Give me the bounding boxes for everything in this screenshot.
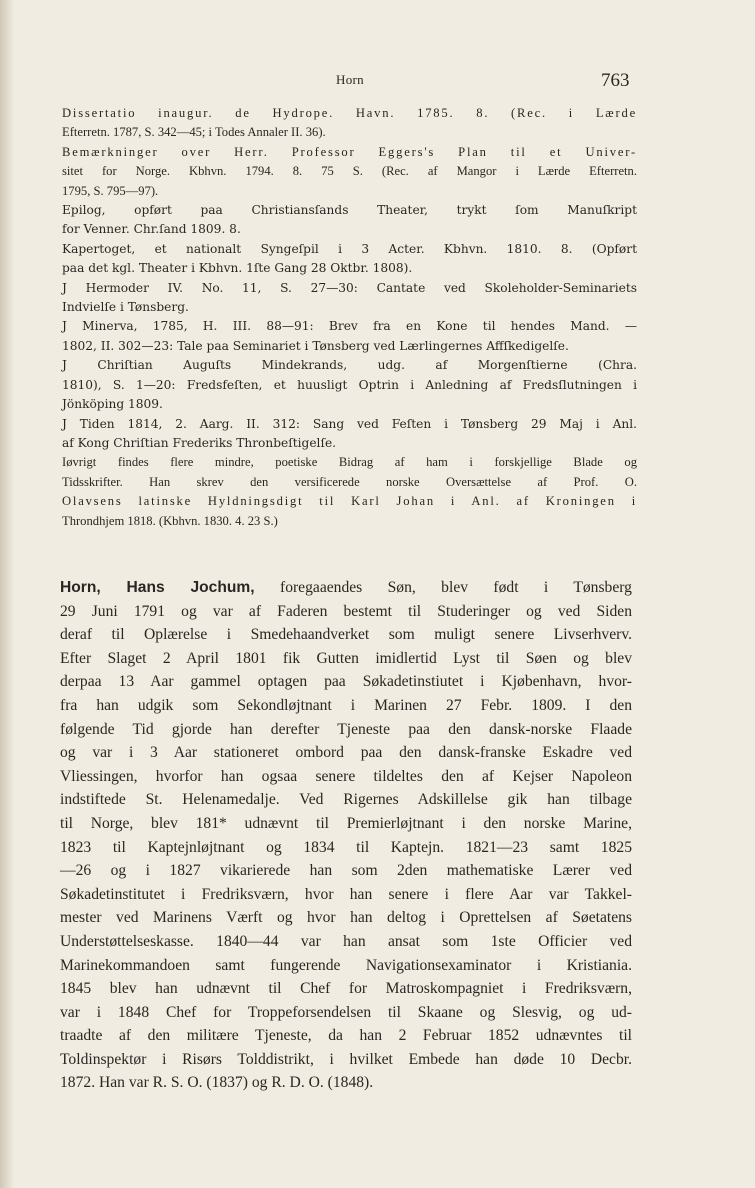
ref-line: J Minerva, 1785, H. III. 88—91: Brev fra en Kone til hendes Mand. — bbox=[62, 319, 637, 334]
entry-line: Søkadetinstitutet i Fredriksværn, hvor han senere i flere Aar var Takkel- bbox=[60, 885, 632, 903]
entry-line: 29 Juni 1791 og var af Faderen bestemt til Studeringer og ved Siden bbox=[60, 602, 632, 620]
ref-line: Kapertoget, et nationalt Syngeſpil i 3 Acter. Kbhvn. 1810. 8. (Opført bbox=[62, 241, 637, 256]
entry-line: Vliessingen, hvorfor han ogsaa senere tildeltes den af Kejser Napoleon bbox=[60, 767, 632, 785]
page-gutter-shadow bbox=[0, 0, 14, 1188]
ref-line: Jönköping 1809. bbox=[62, 397, 163, 412]
entry-line: fra han udgik som Sekondløjtnant i Marinen 27 Febr. 1809. I den bbox=[60, 696, 632, 714]
ref-line: J Chriſtian Auguſts Mindekrands, udg. af Morgenſtierne (Chra. bbox=[62, 358, 637, 373]
entry-line: 1845 blev han udnævnt til Chef for Matroskompagniet i Fredriksværn, bbox=[60, 980, 632, 998]
ref-line: 1810), S. 1—20: Fredsfeſten, et huusligt Optrin i Anledning af Fredsſlutningen i bbox=[62, 377, 637, 392]
entry-line: indstiftede St. Helenamedalje. Ved Rigernes Adskillelse gik han tilbage bbox=[60, 791, 632, 809]
entry-line: mester ved Marinens Værft og hvor han deltog i Oprettelsen af Søetatens bbox=[60, 909, 632, 927]
ref-line: Iøvrigt findes flere mindre, poetiske Bidrag af ham i forskjellige Blade og bbox=[62, 455, 637, 470]
entry-line: 1872. Han var R. S. O. (1837) og R. D. O. (1848). bbox=[60, 1074, 374, 1092]
entry-name: Horn, Hans Jochum, bbox=[60, 579, 255, 596]
entry-line: derpaa 13 Aar gammel optagen paa Søkadetinstiutet i Kjøbenhavn, hvor- bbox=[60, 673, 632, 691]
entry-line: Marinekommandoen samt fungerende Navigationsexaminator i Kristiania. bbox=[60, 956, 632, 974]
biography-entry bbox=[60, 576, 632, 1095]
ref-line: J Hermoder IV. No. 11, S. 27—30: Cantate ved Skoleholder-Seminariets bbox=[62, 280, 637, 295]
running-head bbox=[0, 72, 755, 92]
entry-line: foregaaendes Søn, blev født i Tønsberg bbox=[280, 579, 632, 596]
ref-line: for Venner. Chr.ſand 1809. 8. bbox=[62, 222, 241, 237]
entry-line: —26 og i 1827 vikarierede han som 2den mathematiske Lærer ved bbox=[60, 862, 632, 880]
ref-line: Dissertatio inaugur. de Hydrope. Havn. 1785. 8. (Rec. i Lærde bbox=[62, 106, 637, 120]
ref-line: J Tiden 1814, 2. Aarg. II. 312: Sang ved Feſten i Tønsberg 29 Maj i Anl. bbox=[62, 416, 637, 431]
ref-line: paa det kgl. Theater i Kbhvn. 1ſte Gang 28 Oktbr. 1808). bbox=[62, 261, 413, 276]
ref-line: Throndhjem 1818. (Kbhvn. 1830. 4. 23 S.) bbox=[62, 513, 278, 528]
ref-line: 1802, II. 302—23: Tale paa Seminariet i Tønsberg ved Lærlingernes Affſkedigelſe. bbox=[62, 338, 569, 353]
running-title: Horn bbox=[336, 72, 364, 87]
ref-line: sitet for Norge. Kbhvn. 1794. 8. 75 S. (Rec. af Mangor i Lærde Efterretn. bbox=[62, 164, 637, 179]
ref-line: Bemærkninger over Herr. Professor Eggers's Plan til et Univer- bbox=[62, 144, 637, 159]
ref-line: 1795, S. 795—97). bbox=[62, 183, 159, 198]
ref-line: Indvielſe i Tønsberg. bbox=[62, 300, 189, 315]
ref-line: Efterretn. 1787, S. 342—45; i Todes Annaler II. 36). bbox=[62, 125, 326, 140]
bibliography-references bbox=[62, 104, 637, 531]
ref-line: Olavsens latinske Hyldningsdigt til Karl Johan i Anl. af Kroningen i bbox=[62, 494, 637, 509]
entry-line: Efter Slaget 2 April 1801 fik Gutten imidlertid Lyst til Søen og blev bbox=[60, 649, 632, 667]
entry-line: til Norge, blev 181* udnævnt til Premierløjtnant i den norske Marine, bbox=[60, 814, 632, 832]
entry-line: Understøttelseskasse. 1840—44 var han ansat som 1ste Officier ved bbox=[60, 932, 632, 950]
entry-first-line bbox=[60, 576, 632, 600]
entry-line: 1823 til Kaptejnløjtnant og 1834 til Kaptejn. 1821—23 samt 1825 bbox=[60, 838, 632, 856]
page-number: 763 bbox=[601, 70, 630, 91]
entry-line: traadte af den militære Tjeneste, da han 2 Februar 1852 udnævntes til bbox=[60, 1027, 632, 1045]
ref-line: af Kong Chriſtian Frederiks Thronbeſtigelſe. bbox=[62, 435, 337, 450]
entry-line: følgende Tid gjorde han derefter Tjeneste paa den dansk-norske Flaade bbox=[60, 720, 632, 738]
ref-line: Tidsskrifter. Han skrev den versificerede norske Oversættelse af Prof. O. bbox=[62, 474, 637, 489]
entry-line: og var i 3 Aar stationeret ombord paa den dansk-franske Eskadre ved bbox=[60, 744, 632, 762]
entry-line: Toldinspektør i Risørs Tolddistrikt, i hvilket Embede han døde 10 Decbr. bbox=[60, 1050, 632, 1068]
entry-line: deraf til Oplærelse i Smedehaandverket som muligt senere Livserhverv. bbox=[60, 626, 632, 644]
entry-line: var i 1848 Chef for Troppeforsendelsen til Skaane og Slesvig, og ud- bbox=[60, 1003, 632, 1021]
ref-line: Epilog, opført paa Christiansſands Theater, trykt ſom Manuſkript bbox=[62, 203, 637, 218]
